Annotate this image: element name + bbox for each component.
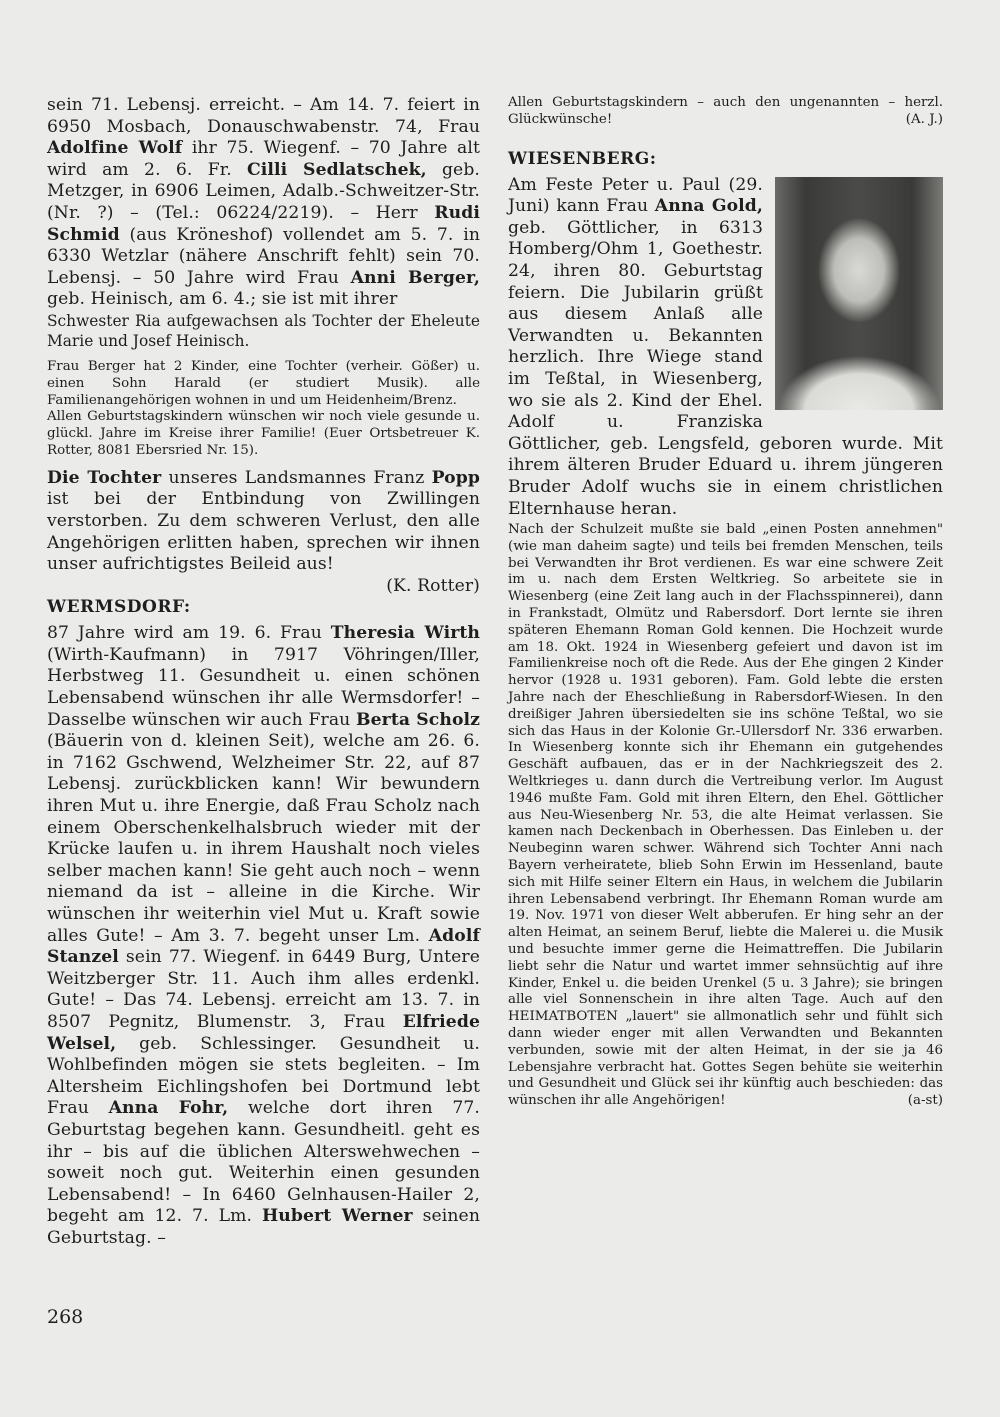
text-run: Allen Geburtstagskindern – auch den ungenannten – herzl. Glückwünsche! — [508, 95, 943, 127]
person-name: Hubert Werner — [261, 1206, 413, 1227]
left-column — [47, 95, 480, 1250]
portrait-photo — [775, 177, 943, 410]
person-name: Adolf Stanzel — [47, 925, 480, 968]
text-run: seinen Geburtstag. – — [47, 1206, 480, 1248]
text-run: geb. Schlessinger. Gesundheit u. Wohlbefinden mögen sie stets begleiten. – Im Altersheim Eichlingshofen bei Dortmund lebt Frau — [47, 1033, 480, 1119]
signature: (a-st) — [907, 1093, 943, 1109]
text-run: sein 77. Wiegenf. in 6449 Burg, Untere Weitzberger Str. 11. Auch ihm alles erdenkl. Gute! – Das 74. Lebensj. erreicht am 13. 7. in 8507 Pegnitz, Blumenstr. 3, Frau — [47, 947, 480, 1032]
person-name: Rudi Schmid — [47, 202, 480, 245]
section-heading-wermsdorf: WERMSDORF: — [47, 597, 191, 618]
wiesenberg-intro — [508, 175, 943, 521]
person-name: Adolfine Wolf — [47, 138, 183, 159]
person-name: Anni Berger, — [350, 267, 480, 288]
text-run: Nach der Schulzeit mußte sie bald „einen Posten annehmen" (wie man daheim sagte) und teils bei fremden Menschen, teils bei Verwandten ihr Brot verdienen. Es war eine schwere Zeit im u. nach dem Ersten Weltkrieg. So arbeitete sie in Wiesenberg (eine Zeit lang auch in der Flachsspinnerei), dann in Frankstadt, Olmütz und Rabersdorf. Dort lernte sie ihren späteren Ehemann Roman Gold kennen. Die Hochzeit wurde am 18. Okt. 1924 in Wiesenberg gefeiert und davon ist im Familienkreise noch oft die Rede. Aus der Ehe gingen 2 Kinder hervor (1928 u. 1931 geboren). Fam. Gold lebte die ersten Jahre nach der Eheschließung in Rabersdorf-Wiesen. In den dreißiger Jahren übersiedelten sie ins schöne Teßtal, wo sie sich das Haus in der Kolonie Gr.-Ullersdorf Nr. 336 erwarben. In Wiesenberg konnte sich ihr Ehemann ein gutgehendes Geschäft aufbauen, das er in der Nachkriegszeit des 2. Weltkrieges u. dann durch die Vertreibung verlor. Im August 1946 mußte Fam. Gold mit ihren Eltern, den Ehel. Göttlicher aus Neu-Wiesenberg Nr. 53, die alte Heimat verlassen. Sie kamen nach Deckenbach in Oberhessen. Das Einleben u. der Neubeginn waren schwer. Während sich Tochter Anni nach Bayern verheiratete, blieb Sohn Erwin im Hessenland, baute sich mit Hilfe seiner Eltern ein Haus, in welchem die Jubilarin ihren Lebensabend verbringt. Ihr Ehemann Roman wurde am 19. Nov. 1971 von dieser Welt abberufen. Er hing sehr an der alten Heimat, an seinem Beruf, liebte die Malerei u. die Musik und besuchte immer gerne die Heimattreffen. Die Jubilarin liebt sehr die Natur und wartet immer sehnsüchtig auf ihre Kinder, Enkel u. die beiden Urenkel (5 u. 3 Jahre); sie bringen alle viel Sonnenschein in ihre alten Tage. Auch auf den HEIMATBOTEN „lauert" sie allmonatlich sehr und fühlt sich dann wieder enger mit allen Verwandten und Bekannten verbunden, sowie mit der alten Heimat, in der sie ja 46 Lebensjahre verbracht hat. Gottes Segen behüte sie weiterhin und Gesundheit und Glück sei ihr künftig auch beschieden: das wünschen ihr alle Angehörigen! — [508, 522, 943, 1109]
text-run: Am Feste Peter u. Paul (29. Juni) kann Frau — [508, 174, 763, 217]
birthday-paragraph-1-tail: Schwester Ria aufgewachsen als Tochter der Eheleute Marie und Josef Heinisch. — [47, 311, 480, 350]
lead-in: Die Tochter — [47, 467, 162, 488]
text-run: unseres Landsmannes Franz — [161, 467, 432, 488]
text-run: geb. Heinisch, am 6. 4.; sie ist mit ihrer — [47, 289, 398, 310]
birthday-paragraph-1 — [47, 95, 480, 311]
text-run: (Wirth-Kaufmann) in 7917 Vöhringen/Iller, Herbstweg 11. Gesundheit u. einen schönen Lebensabend wünschen ihr alle Wermsdorfer! – Dasselbe wünschen wir auch Frau — [47, 644, 480, 730]
person-name: Anna Fohr, — [108, 1098, 229, 1119]
right-column — [508, 95, 943, 1110]
berger-family-note: Frau Berger hat 2 Kinder, eine Tochter (verheir. Gößer) u. einen Sohn Harald (er studiert Musik). alle Familienangehörigen wohnen in und um Heidenheim/Brenz. — [47, 358, 480, 408]
text-run: ihr 75. Wiegenf. – 70 Jahre alt wird am 2. 6. Fr. — [47, 138, 480, 180]
wermsdorf-paragraph — [47, 623, 480, 1249]
text-run: geb. Metzger, in 6906 Leimen, Adalb.-Schweitzer-Str. (Nr. ?) – (Tel.: 06224/2219). – Herr — [47, 159, 480, 223]
person-name: Cilli Sedlatschek, — [247, 159, 427, 180]
text-run: (Bäuerin von d. kleinen Seit), welche am 26. 6. in 7162 Gschwend, Welzheimer Str. 22, auf 87 Lebensj. zurückblicken kann! Wir bewundern ihren Mut u. ihre Energie, daß Frau Scholz nach einem Oberschenkelhalsbruch wieder mit der Krücke laufen u. in ihrem Haushalt noch vieles selber machen kann! Sie geht auch noch – wenn niemand da ist – alleine in die Kirche. Wir wünschen ihr weiterhin viel Mut u. Kraft sowie alles Gute! – Am 3. 7. begeht unser Lm. — [47, 731, 480, 946]
signature: (K. Rotter) — [386, 575, 480, 596]
person-name: Theresia Wirth — [330, 623, 480, 644]
text-run: geb. Göttlicher, in 6313 Homberg/Ohm 1, Goethestr. 24, ihren 80. Geburtstag feiern. Die Jubilarin grüßt aus diesem Anlaß alle Verwandten u. Bekannten herzlich. Ihre Wiege stand im Teßtal, in Wiesenberg, wo sie als 2. Kind der Ehel. Adolf u. Franziska Göttlicher, geb. Lengsfeld, geboren wurde. Mit ihrem älteren Bruder Eduard u. ihrem jüngeren Bruder Adolf wuchs sie in einem christlichen Elternhause heran. — [508, 217, 943, 519]
person-name: Anna Gold, — [654, 196, 763, 217]
text-run: ist bei der Entbindung von Zwillingen verstorben. Zu dem schweren Verlust, den alle Angehörigen erlitten haben, sprechen wir ihnen unser aufrichtigstes Beileid aus! — [47, 489, 480, 575]
signature: (A. J.) — [905, 111, 943, 127]
text-run: (aus Kröneshof) vollendet am 5. 7. in 6330 Wetzlar (nähere Anschrift fehlt) sein 70. Lebensj. – 50 Jahre wird Frau — [47, 224, 480, 288]
person-name: Elfriede Welsel, — [47, 1011, 480, 1054]
greeting-note — [508, 95, 943, 129]
page-number: 268 — [47, 1306, 84, 1328]
section-heading-wiesenberg: WIESENBERG: — [508, 148, 657, 169]
wiesenberg-body — [508, 522, 943, 1110]
birthday-wishes-note: Allen Geburtstagskindern wünschen wir noch viele gesunde u. glückl. Jahre im Kreise ihrer Familie! (Euer Ortsbetreuer K. Rotter, 8081 Ebersried Nr. 15). — [47, 409, 480, 458]
text-run: 87 Jahre wird am 19. 6. Frau — [47, 623, 331, 644]
person-name: Berta Scholz — [356, 709, 480, 730]
text-run: welche dort ihren 77. Geburtstag begehen kann. Gesundheitl. geht es ihr – bis auf die üblichen Alterswehwechen – soweit noch gut. Weiterhin einen gesunden Lebensabend! – In 6460 Gelnhausen-Hailer 2, begeht am 12. 7. Lm. — [47, 1098, 480, 1227]
condolence-paragraph — [47, 468, 480, 598]
person-name: Popp — [431, 467, 480, 488]
text-run: sein 71. Lebensj. erreicht. – Am 14. 7. feiert in 6950 Mosbach, Donauschwabenstr. 74, Frau — [47, 95, 480, 137]
